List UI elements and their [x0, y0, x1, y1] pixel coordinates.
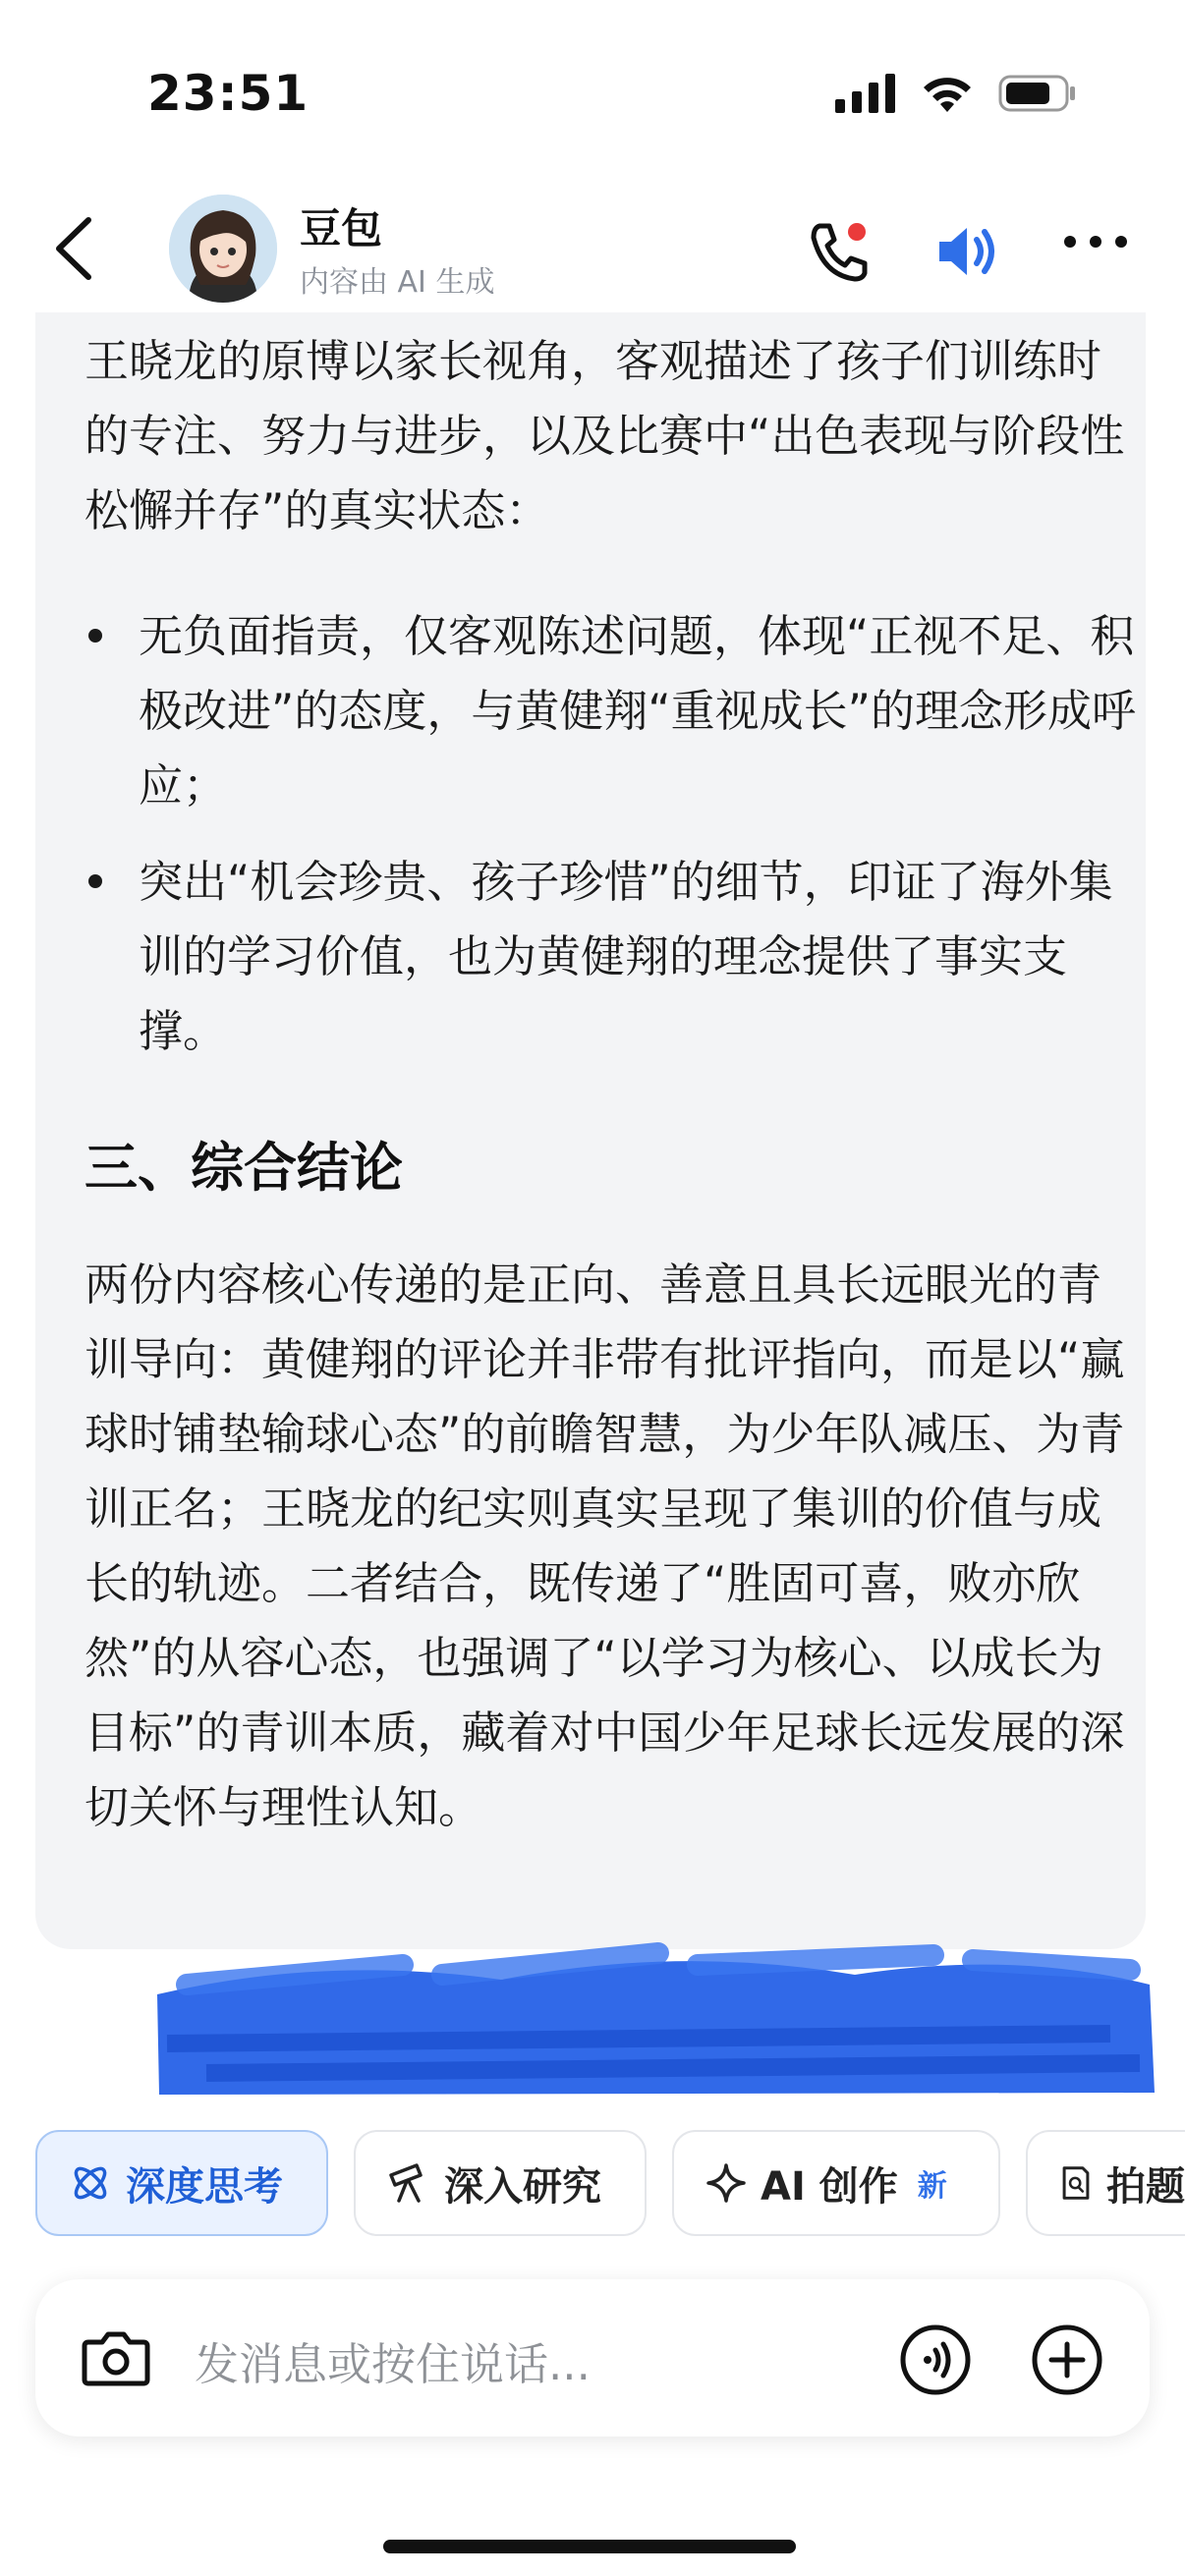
avatar-girl-icon	[169, 195, 277, 303]
status-icons	[835, 73, 1077, 114]
chip-photo-question[interactable]	[1026, 2130, 1185, 2236]
back-chevron-icon[interactable]	[49, 214, 98, 283]
status-time: 23:51	[147, 65, 310, 122]
camera-icon[interactable]	[81, 2326, 151, 2389]
chat-title: 豆包	[300, 204, 383, 252]
message-intro: 王晓龙的原博以家长视角，客观描述了孩子们训练时的专注、努力与进步，以及比赛中“出色表现与阶段性松懈并存”的真实状态：	[85, 335, 1125, 536]
chat-header	[0, 177, 1185, 314]
chip-label: 深入研究	[444, 2163, 601, 2210]
ai-message-card	[35, 312, 1146, 1949]
new-badge: 新	[917, 2169, 947, 2204]
voice-call-icon[interactable]	[898, 2323, 973, 2397]
more-icon[interactable]	[1061, 230, 1130, 253]
avatar[interactable]	[169, 195, 277, 303]
telescope-icon	[387, 2161, 430, 2205]
section-heading: 三、综合结论	[85, 1137, 403, 1199]
message-bullet-1: 无负面指责，仅客观陈述问题，体现“正视不足、积极改进”的态度，与黄健翔“重视成长”的理念形成呼应；	[85, 599, 1136, 823]
message-input-bar	[35, 2279, 1150, 2436]
sparkle-icon	[705, 2162, 747, 2204]
message-conclusion: 两份内容核心传递的是正向、善意且具长远眼光的青训导向：黄健翔的评论并非带有批评指向，而是以“赢球时铺垫输球心态”的前瞻智慧，为少年队减压、为青训正名；王晓龙的纪实则真实呈现了集训的价值与成长的轨迹。二者结合，既传递了“胜固可喜，败亦欣然”的从容心态，也强调了“以学习为核心、以成长为目标”的青训本质，藏着对中国少年足球长远发展的深切关怀与理性认知。	[85, 1259, 1125, 1833]
chip-deep-thinking[interactable]	[35, 2130, 328, 2236]
doc-search-icon	[1059, 2161, 1093, 2205]
atom-icon	[69, 2161, 112, 2205]
message-input[interactable]: 发消息或按住说话...	[195, 2338, 591, 2390]
chat-subtitle: 内容由 AI 生成	[300, 265, 495, 300]
plus-icon[interactable]	[1030, 2323, 1104, 2397]
chip-deep-research[interactable]	[354, 2130, 647, 2236]
wifi-icon	[920, 73, 975, 114]
redaction-scribble	[147, 1926, 1159, 2102]
chip-ai-create[interactable]	[672, 2130, 1000, 2236]
home-indicator	[383, 2540, 796, 2553]
battery-icon	[998, 74, 1077, 113]
signal-icon	[835, 74, 896, 113]
chip-label: 拍题	[1106, 2163, 1185, 2210]
chip-label: 深度思考	[126, 2163, 283, 2210]
chip-label: AI 创作	[761, 2163, 898, 2210]
speaker-icon[interactable]	[931, 216, 1002, 287]
message-bullet-2: 突出“机会珍贵、孩子珍惜”的细节，印证了海外集训的学习价值，也为黄健翔的理念提供了事实支撑。	[85, 845, 1136, 1069]
phone-call-icon[interactable]	[804, 216, 875, 287]
